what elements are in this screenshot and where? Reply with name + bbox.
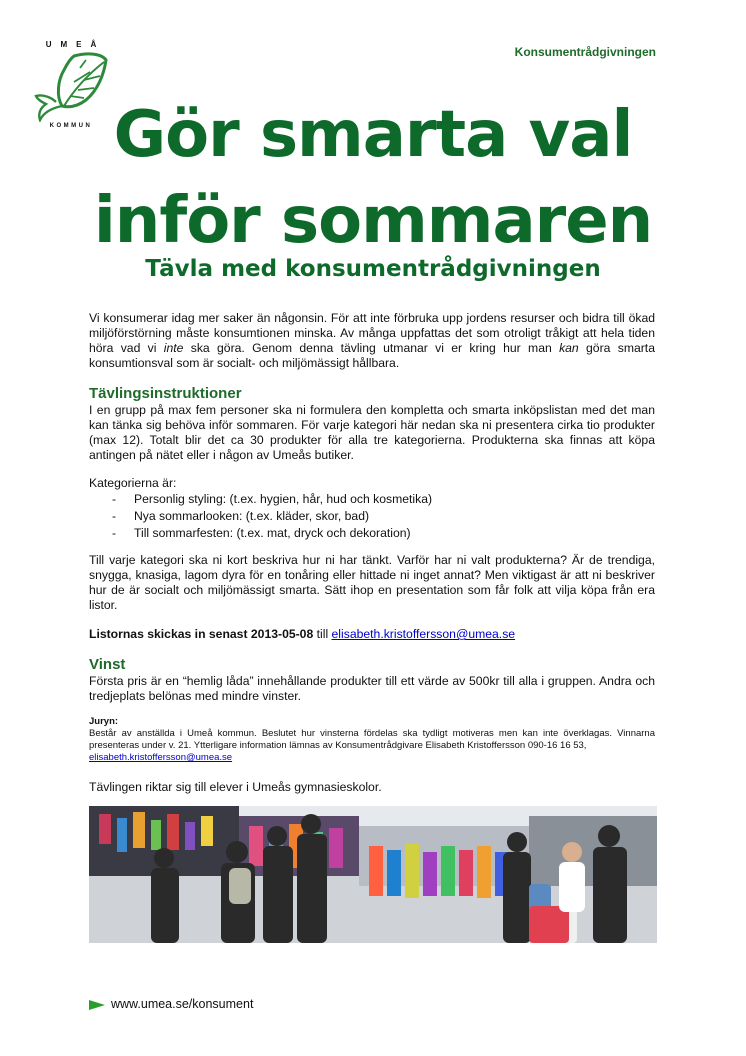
target-line: Tävlingen riktar sig till elever i Umeås gymnasieskolor. bbox=[89, 780, 382, 794]
intro-paragraph bbox=[89, 311, 655, 371]
deadline-text: Listornas skickas in senast 2013-05-08 bbox=[89, 627, 314, 641]
logo-top-text: UMEÅ bbox=[45, 40, 106, 49]
instructions-paragraph: I en grupp på max fem personer ska ni formulera den kompletta och smarta inköpslistan med det man kan tänka sig behöva inför sommaren. För varje kategori här nedan ska ni presentera cirka tio produkter (max 12). Totalt blir det ca 30 produkter för alla tre kategorierna. Produkterna ska finnas att köpa antingen på nätet eller i någon av Umeås butiker. bbox=[89, 403, 655, 462]
categories-section bbox=[89, 476, 655, 542]
list-item: - Till sommarfesten: (t.ex. mat, dryck och dekoration) bbox=[89, 525, 655, 542]
deadline-connector: till bbox=[313, 627, 332, 641]
arrow-right-icon bbox=[89, 1000, 105, 1010]
intro-emphasis-2: kan bbox=[559, 341, 579, 355]
jury-text: Består av anställda i Umeå kommun. Beslutet hur vinsterna fördelas ska tydligt motiveras men kan inte överklagas. Vinnarna presenteras under v. 21. Ytterligare information lämnas av Konsumentrådgivare Elisabeth Kristoffersson 090-16 16 53, bbox=[89, 728, 655, 751]
categories-intro: Kategorierna är: bbox=[89, 476, 177, 490]
jury-section bbox=[89, 716, 655, 764]
categories-list bbox=[89, 491, 655, 542]
list-item: - Personlig styling: (t.ex. hygien, hår, hud och kosmetika) bbox=[89, 491, 655, 508]
footer bbox=[89, 997, 253, 1011]
description-paragraph: Till varje kategori ska ni kort beskriva hur ni har tänkt. Varför har ni valt produkterna? Är de trendiga, snygga, knasiga, lagom dyra för en tonåring eller hittade ni inget annat? Men viktigast är att ni beskriver hur de är socialt och miljömässigt smarta. Sätt ihop en presentation som får folk att vilja köpa från era listor. bbox=[89, 553, 655, 612]
prize-paragraph: Första pris är en “hemlig låda” innehållande produkter till ett värde av 500kr till alla i gruppen. Andra och tredjeplats belönas med mindre vinster. bbox=[89, 674, 655, 703]
title-line-2: inför sommaren bbox=[93, 184, 653, 258]
intro-text-2: ska göra. Genom denna tävling utmanar vi er kring hur man bbox=[183, 341, 560, 355]
title-line-1: Gör smarta val bbox=[113, 98, 633, 172]
market-photo bbox=[89, 806, 657, 943]
header-tag: Konsumentrådgivningen bbox=[514, 45, 656, 59]
list-item: - Nya sommarlooken: (t.ex. kläder, skor, bad) bbox=[89, 508, 655, 525]
intro-text-1: Vi konsumerar idag mer saker än någonsin. För att inte förbruka upp jordens resurser och bidra till ökad miljöförstörning måste konsumtionen minska. Av många uppfattas det som otroligt tråkigt att hela tiden höra vad vi bbox=[89, 311, 655, 355]
intro-text-3: göra smarta konsumtionsval som är socialt- och miljömässigt hållbara. bbox=[89, 341, 655, 370]
intro-emphasis-1: inte bbox=[163, 341, 184, 355]
jury-heading: Juryn: bbox=[89, 716, 119, 727]
instructions-heading: Tävlingsinstruktioner bbox=[89, 385, 242, 402]
deadline-line bbox=[89, 627, 655, 642]
deadline-email-link[interactable]: elisabeth.kristoffersson@umea.se bbox=[331, 627, 516, 641]
logo-bottom-text: KOMMUN bbox=[49, 123, 93, 129]
page-title bbox=[0, 92, 746, 264]
prize-heading: Vinst bbox=[89, 656, 126, 673]
jury-email-link[interactable]: elisabeth.kristoffersson@umea.se bbox=[89, 752, 233, 763]
page-subtitle: Tävla med konsumentrådgivningen bbox=[145, 256, 601, 282]
footer-url[interactable]: www.umea.se/konsument bbox=[111, 997, 254, 1011]
